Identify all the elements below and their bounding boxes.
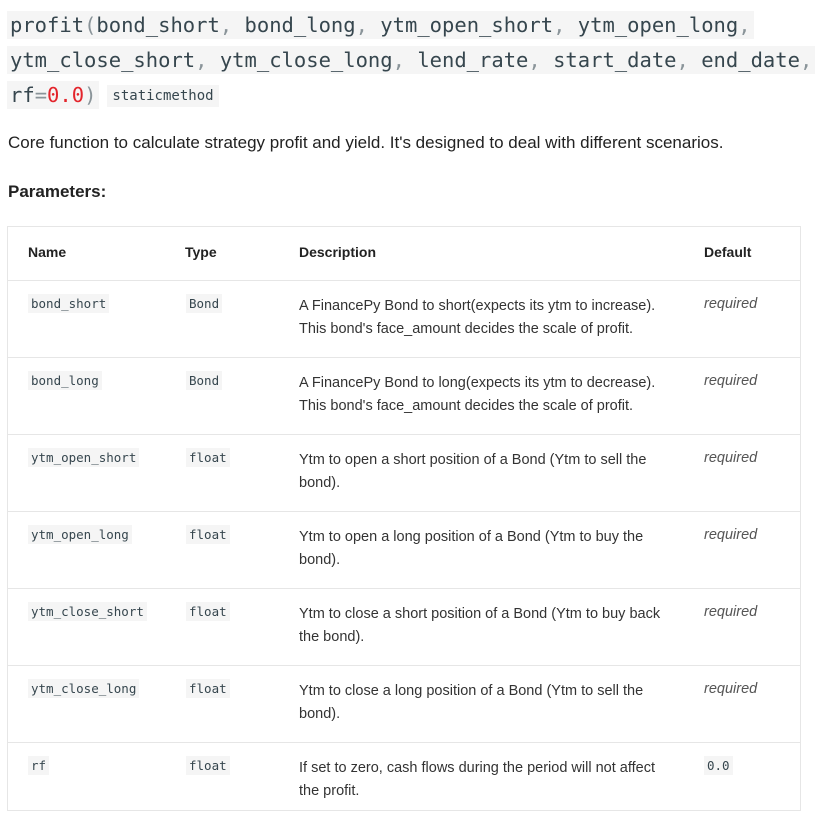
header-name: Name <box>28 244 67 260</box>
header-type: Type <box>185 244 217 260</box>
param-default: required <box>704 373 758 389</box>
arg-ytm-open-short: ytm_open_short <box>380 13 554 37</box>
param-name: ytm_open_short <box>28 448 139 467</box>
arg-ytm-open-long: ytm_open_long <box>577 13 739 37</box>
param-type: float <box>186 756 230 775</box>
arg-end-date: end_date <box>701 48 800 72</box>
arg-bond-long: bond_long <box>244 13 356 37</box>
arg-rf: rf <box>10 83 35 107</box>
staticmethod-badge: staticmethod <box>107 85 218 107</box>
parameters-table <box>7 226 801 811</box>
param-description: Ytm to close a long position of a Bond (Ytm to sell the bond). <box>299 683 644 722</box>
param-default: required <box>704 604 758 620</box>
param-description: A FinancePy Bond to short(expects its ytm to increase). This bond's face_amount decides the scale of profit. <box>299 298 656 337</box>
param-description: Ytm to open a long position of a Bond (Ytm to buy the bond). <box>299 529 644 568</box>
parameters-heading: Parameters: <box>8 182 107 201</box>
param-type: float <box>186 602 230 621</box>
arg-rf-default: 0.0 <box>47 83 85 107</box>
param-type: float <box>186 679 230 698</box>
param-name: rf <box>28 756 49 775</box>
table-row <box>8 743 800 819</box>
table-row <box>8 666 800 743</box>
header-description: Description <box>299 244 377 260</box>
arg-start-date: start_date <box>553 48 677 72</box>
arg-ytm-close-short: ytm_close_short <box>10 48 196 72</box>
param-default: required <box>704 450 758 466</box>
function-signature <box>7 8 813 113</box>
table-row <box>8 358 800 435</box>
signature-line-2: ytm_close_short, ytm_close_long, lend_rate, start_date, end_date, <box>7 46 815 74</box>
signature-line-1: profit(bond_short, bond_long, ytm_open_short, ytm_open_long, <box>7 11 754 39</box>
param-name: bond_long <box>28 371 102 390</box>
table-row <box>8 589 800 666</box>
param-type: Bond <box>186 371 222 390</box>
param-description: Ytm to open a short position of a Bond (Ytm to sell the bond). <box>299 452 647 491</box>
param-description: A FinancePy Bond to long(expects its ytm to decrease). This bond's face_amount decides the scale of profit. <box>299 375 656 414</box>
arg-ytm-close-long: ytm_close_long <box>219 48 393 72</box>
param-type: float <box>186 525 230 544</box>
param-description: If set to zero, cash flows during the period will not affect the profit. <box>299 760 655 799</box>
header-default: Default <box>704 244 752 260</box>
table-row <box>8 281 800 358</box>
param-name: ytm_open_long <box>28 525 132 544</box>
table-row <box>8 512 800 589</box>
signature-line-3: rf=0.0) <box>7 81 99 109</box>
param-name: bond_short <box>28 294 109 313</box>
param-type: float <box>186 448 230 467</box>
param-default: required <box>704 681 758 697</box>
param-name: ytm_close_short <box>28 602 147 621</box>
table-header <box>8 227 800 281</box>
param-description: Ytm to close a short position of a Bond (Ytm to buy back the bond). <box>299 606 661 645</box>
param-default: required <box>704 296 758 312</box>
table-row <box>8 435 800 512</box>
function-name: profit <box>10 13 85 37</box>
arg-lend-rate: lend_rate <box>417 48 529 72</box>
param-type: Bond <box>186 294 222 313</box>
arg-bond-short: bond_short <box>96 13 220 37</box>
param-name: ytm_close_long <box>28 679 139 698</box>
param-default: 0.0 <box>704 756 733 775</box>
param-default: required <box>704 527 758 543</box>
function-description: Core function to calculate strategy profit and yield. It's designed to deal with different scenarios. <box>8 133 724 152</box>
